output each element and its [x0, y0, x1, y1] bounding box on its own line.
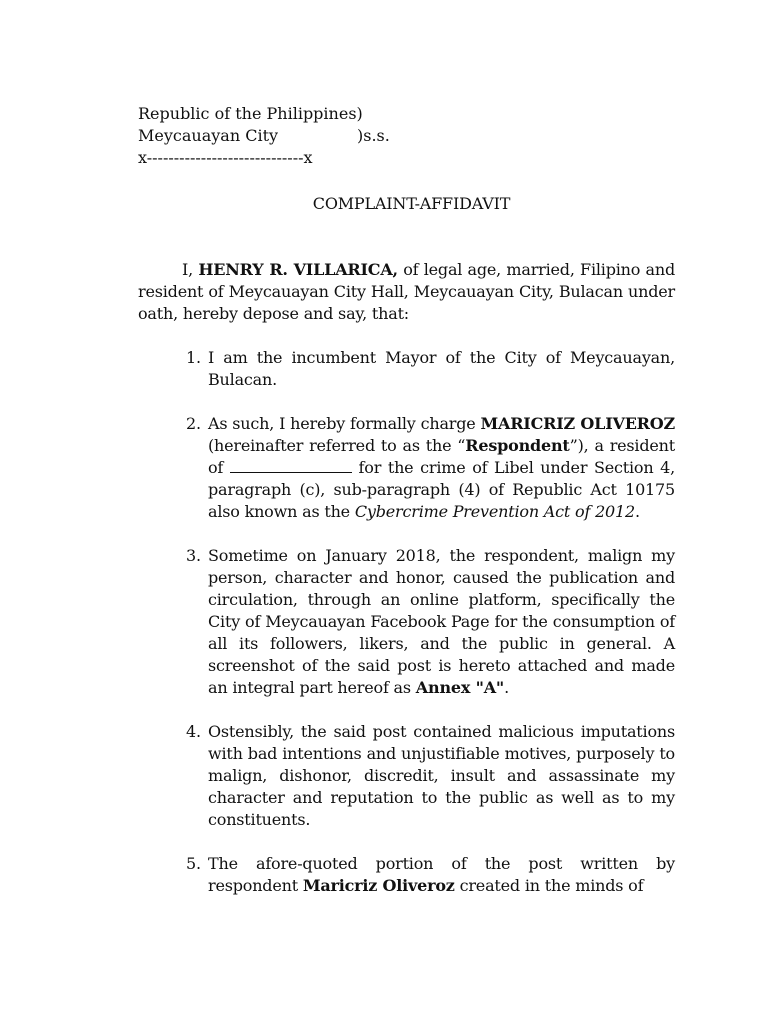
caption-line-2: [138, 125, 438, 147]
item-text: for the crime of Libel under Section 4, paragraph (c), sub-paragraph (4) of Republic Act 10175 also known as the: [208, 458, 675, 521]
item-text: ”), a resident of: [208, 436, 675, 477]
item-text: As such, I hereby formally charge: [208, 414, 481, 433]
item-number: 4.: [186, 722, 201, 741]
respondent-label: Respondent: [465, 436, 570, 455]
list-item: [138, 721, 675, 831]
item-number: 2.: [186, 414, 201, 433]
caption-line-1: Republic of the Philippines): [138, 104, 363, 123]
allegations-list: [138, 347, 675, 897]
item-number: 1.: [186, 348, 201, 367]
intro-text-start: I,: [182, 260, 199, 279]
list-item: [138, 413, 675, 523]
blank-line: [230, 458, 352, 473]
affiant-name: HENRY R. VILLARICA,: [198, 260, 398, 279]
item-number: 3.: [186, 546, 201, 565]
item-text: Ostensibly, the said post contained malicious imputations with bad intentions and unjustifiable motives, purposely to malign, dishonor, discredit, insult and assassinate my character and reputation to the public as well as to my constituents.: [208, 722, 675, 829]
caption-ss: )s.s.: [357, 126, 390, 145]
intro-paragraph: [138, 259, 675, 325]
list-item: [138, 545, 675, 699]
caption-city: Meycauayan City: [138, 126, 279, 145]
item-text: created in the minds of: [454, 876, 644, 895]
annex-label: Annex "A": [415, 678, 505, 697]
item-text: I am the incumbent Mayor of the City of Meycauayan, Bulacan.: [208, 348, 675, 389]
item-text: .: [635, 502, 640, 521]
document-title: COMPLAINT-AFFIDAVIT: [312, 194, 511, 213]
item-text: The afore-quoted portion of the post written by respondent: [208, 854, 675, 895]
list-item: [138, 347, 675, 391]
item-text: Sometime on January 2018, the respondent, malign my person, character and honor, caused the publication and circulation, through an online platform, specifically the City of Meycauayan Facebook Page for the consumption of all its followers, likers, and the public in general. A screenshot of the said post is hereto attached and made an integral part hereof as: [208, 546, 675, 697]
item-text: (hereinafter referred to as the “: [208, 436, 466, 455]
item-number: 5.: [186, 854, 201, 873]
list-item: [138, 853, 675, 897]
document-body: [138, 259, 675, 919]
caption-separator: x-----------------------------x: [138, 148, 313, 167]
case-caption: [138, 103, 438, 169]
respondent-name: Maricriz Oliveroz: [302, 876, 455, 895]
intro-text-rest: of legal age, married, Filipino and resident of Meycauayan City Hall, Meycauayan City, Bulacan under oath, hereby depose and say, that:: [138, 260, 676, 323]
item-text: .: [504, 678, 509, 697]
respondent-name: MARICRIZ OLIVEROZ: [480, 414, 675, 433]
act-title: Cybercrime Prevention Act of 2012: [354, 502, 635, 521]
